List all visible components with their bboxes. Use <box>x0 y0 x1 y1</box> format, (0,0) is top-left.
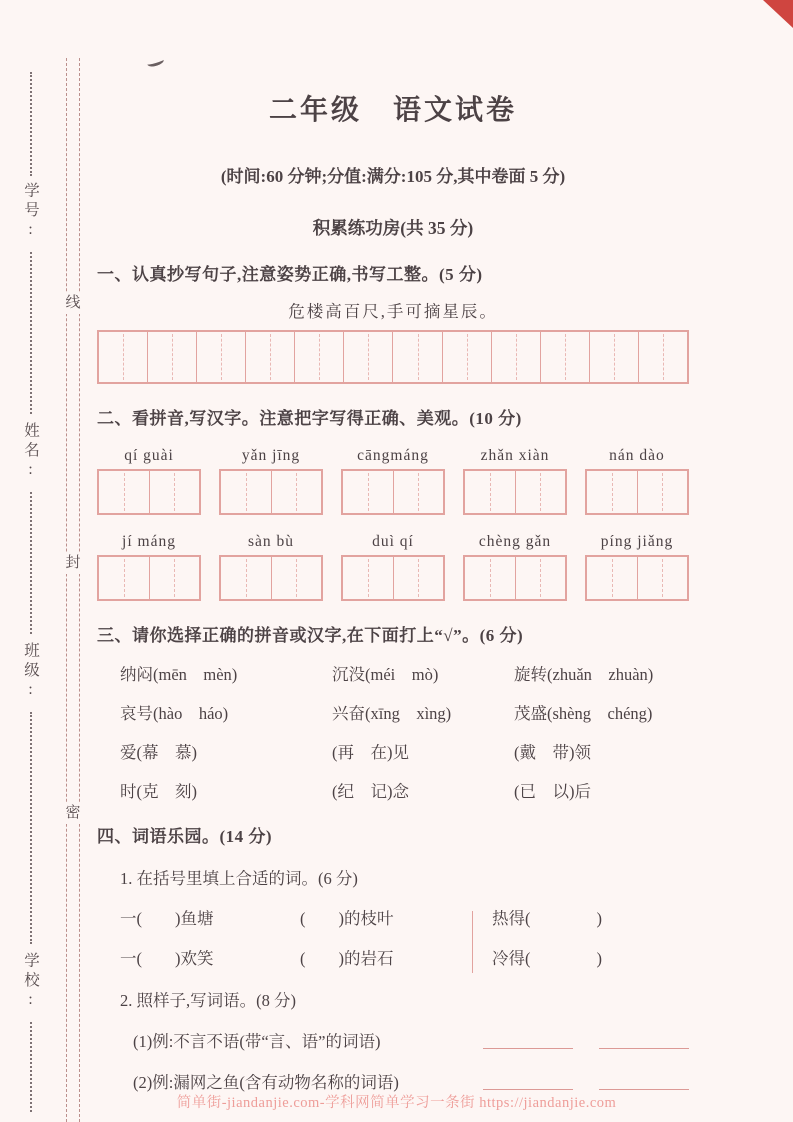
choice-item: 时(克 刻) <box>120 782 197 801</box>
seal-label-xian: 线 <box>62 292 84 314</box>
margin-blank-line <box>30 252 32 414</box>
copy-sentence: 危楼高百尺,手可摘星辰。 <box>288 302 498 321</box>
writing-cell <box>245 332 294 382</box>
exam-meta: (时间:60 分钟;分值:满分:105 分,其中卷面 5 分) <box>220 167 566 186</box>
writing-box <box>97 469 201 515</box>
pinyin-unit <box>219 533 323 601</box>
choice-item: (戴 带)领 <box>514 743 591 762</box>
seal-fold-line <box>66 58 67 1122</box>
pinyin-label: sàn bù <box>247 533 295 550</box>
writing-cell <box>442 332 491 382</box>
pinyin-unit <box>463 533 567 601</box>
writing-cell <box>221 471 271 513</box>
pinyin-unit <box>341 447 445 515</box>
writing-cell <box>638 332 687 382</box>
example-text: (1)例:不言不语(带“言、语”的词语) <box>133 1032 381 1051</box>
fill-in-item: 一( )欢笑 <box>120 949 214 968</box>
pinyin-label: yǎn jīng <box>241 447 301 464</box>
writing-cell <box>392 332 441 382</box>
question1-title: 一、认真抄写句子,注意姿势正确,书写工整。(5 分) <box>97 265 483 284</box>
fill-in-item: 热得( ) <box>492 909 602 928</box>
fill-in-table <box>97 905 689 969</box>
pinyin-unit <box>585 533 689 601</box>
writing-cell <box>540 332 589 382</box>
pinyin-unit <box>463 447 567 515</box>
writing-box <box>219 469 323 515</box>
example-row <box>97 1028 689 1052</box>
question4-sub2-title: 2. 照样子,写词语。(8 分) <box>120 991 296 1010</box>
writing-cell <box>589 332 638 382</box>
pinyin-label: zhǎn xiàn <box>480 447 550 464</box>
writing-box <box>341 555 445 601</box>
writing-cell <box>196 332 245 382</box>
writing-cell <box>99 557 149 599</box>
pinyin-unit <box>341 533 445 601</box>
answer-blank <box>599 1089 689 1090</box>
seal-label-mi: 密 <box>62 802 84 824</box>
writing-box <box>585 469 689 515</box>
page-title: 二年级 语文试卷 <box>268 95 517 126</box>
pen-mark <box>146 56 165 68</box>
writing-cell <box>221 557 271 599</box>
choice-item: 爱(幕 慕) <box>120 743 197 762</box>
writing-cell <box>637 471 688 513</box>
writing-cell <box>465 471 515 513</box>
choice-row <box>120 778 689 802</box>
pinyin-unit <box>219 447 323 515</box>
choice-item: 哀号(hào háo) <box>120 704 229 723</box>
pinyin-label: cāngmáng <box>357 447 429 464</box>
example-row <box>97 1069 689 1093</box>
answer-blank <box>599 1048 689 1049</box>
seal-fold-line <box>79 58 80 1122</box>
choice-item: 旋转(zhuǎn zhuàn) <box>514 665 654 684</box>
pinyin-row-2 <box>97 533 689 601</box>
pinyin-row-1 <box>97 447 689 515</box>
pinyin-unit <box>97 533 201 601</box>
section-heading: 积累练功房(共 35 分) <box>312 218 474 238</box>
fill-in-item: 一( )鱼塘 <box>120 909 214 928</box>
writing-box <box>97 555 201 601</box>
choice-item: 兴奋(xīng xìng) <box>332 704 452 723</box>
writing-cell <box>149 471 200 513</box>
choice-item: (再 在)见 <box>332 743 409 762</box>
writing-cell <box>491 332 540 382</box>
student-number-label: 学号: <box>22 182 39 242</box>
writing-cell <box>149 557 200 599</box>
pinyin-unit <box>97 447 201 515</box>
pinyin-label: nán dào <box>609 447 665 464</box>
main-content <box>97 88 689 1093</box>
fill-in-row <box>120 945 689 969</box>
margin-blank-line <box>30 492 32 634</box>
seal-label-feng: 封 <box>62 552 84 574</box>
choice-item: 茂盛(shèng chéng) <box>514 704 653 723</box>
writing-cell <box>515 557 566 599</box>
pinyin-label: jí máng <box>122 533 176 550</box>
writing-cell <box>587 471 637 513</box>
pinyin-label: píng jiǎng <box>600 533 674 550</box>
choice-row <box>120 661 689 685</box>
writing-cell <box>393 557 444 599</box>
page-corner-marker-icon <box>763 0 793 28</box>
choice-item: (已 以)后 <box>514 782 591 801</box>
writing-cell <box>271 471 322 513</box>
writing-cell <box>271 557 322 599</box>
margin-blank-line <box>30 712 32 944</box>
writing-cell <box>465 557 515 599</box>
writing-cell <box>99 471 149 513</box>
writing-box <box>463 469 567 515</box>
watermark-footer: 简单街-jiandanjie.com-学科网简单学习一条街 https://jiandanjie.com <box>176 1095 617 1111</box>
writing-cell <box>343 471 393 513</box>
choice-block <box>97 661 689 802</box>
writing-cell <box>99 332 147 382</box>
handwriting-grid <box>97 330 689 384</box>
student-name-label: 姓名: <box>22 422 39 482</box>
writing-cell <box>343 557 393 599</box>
writing-cell <box>343 332 392 382</box>
writing-cell <box>515 471 566 513</box>
writing-cell <box>393 471 444 513</box>
writing-box <box>219 555 323 601</box>
question2-title: 二、看拼音,写汉字。注意把字写得正确、美观。(10 分) <box>97 409 522 428</box>
choice-row <box>120 700 689 724</box>
fill-in-item: ( )的岩石 <box>300 949 394 968</box>
answer-blank <box>483 1048 573 1049</box>
choice-item: 纳闷(mēn mèn) <box>120 665 238 684</box>
school-label: 学校: <box>22 952 39 1012</box>
fill-in-item: ( )的枝叶 <box>300 909 394 928</box>
writing-box <box>463 555 567 601</box>
pinyin-label: duì qí <box>372 533 414 550</box>
question4-sub1-title: 1. 在括号里填上合适的词。(6 分) <box>120 869 358 888</box>
question3-title: 三、请你选择正确的拼音或汉字,在下面打上“√”。(6 分) <box>97 626 524 645</box>
choice-row <box>120 739 689 763</box>
class-label: 班级: <box>22 642 39 702</box>
pinyin-label: qí guài <box>124 447 174 464</box>
writing-cell <box>637 557 688 599</box>
writing-cell <box>587 557 637 599</box>
fill-in-row <box>120 905 689 929</box>
writing-box <box>341 469 445 515</box>
margin-blank-line <box>30 72 32 176</box>
choice-item: 沉没(méi mò) <box>332 665 439 684</box>
fill-in-item: 冷得( ) <box>492 949 602 968</box>
writing-cell <box>147 332 196 382</box>
choice-item: (纪 记)念 <box>332 782 409 801</box>
question4-title: 四、词语乐园。(14 分) <box>97 827 273 846</box>
pinyin-unit <box>585 447 689 515</box>
writing-cell <box>294 332 343 382</box>
answer-blank <box>483 1089 573 1090</box>
writing-box <box>585 555 689 601</box>
pinyin-label: chèng gǎn <box>478 533 552 550</box>
example-text: (2)例:漏网之鱼(含有动物名称的词语) <box>133 1073 399 1092</box>
